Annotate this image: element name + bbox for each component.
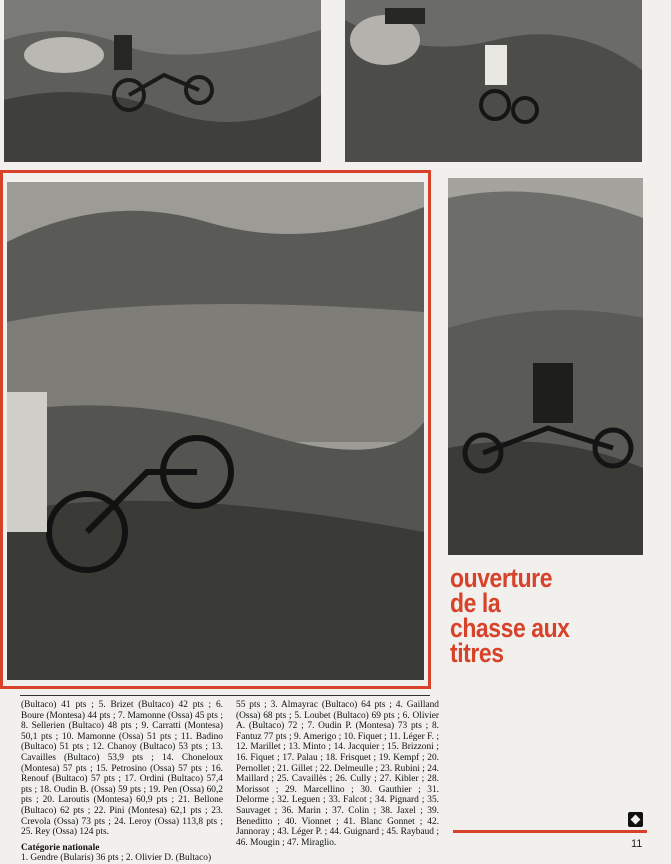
results-column-left [21, 700, 223, 864]
headline-line-3: chasse aux [450, 613, 570, 643]
photo-rider-hillside-right [345, 0, 642, 162]
results-divider [20, 695, 430, 696]
headline-line-4: titres [450, 638, 504, 668]
page-number: 11 [631, 838, 643, 850]
main-photo-frame [0, 170, 431, 689]
results-subheading: Catégorie nationale [21, 842, 100, 853]
results-text-right: 55 pts ; 3. Almayrac (Bultaco) 64 pts ; 4. Gailland (Ossa) 68 pts ; 5. Loubet (Bultaco) 69 pts ; 6. Olivier A. (Bultaco) 72 ; 7. Oudin P. (Montesa) 73 pts ; 8. Fantuz 77 pts ; 9. Amerigo ; 10. Fiquet ; 11. Léger F. ; 12. Marillet ; 13. Minto ; 14. Jacquier ; 15. Brizzoni ; 16. Fiquet ; 17. Palau ; 18. Frisquet ; 19. Kempf ; 20. Pernollet ; 21. Gillet ; 22. Delmeulle ; 23. Rubini ; 24. Maillard ; 25. Cavaillès ; 26. Cully ; 27. Kibler ; 28. Morissot ; 29. Marcellino ; 30. Gauthier ; 31. Delorme ; 32. Leguen ; 33. Falcot ; 34. Pignard ; 35. Sauvaget ; 36. Marin ; 37. Colin ; 38. Jaxel ; 39. Beneditto ; 40. Vionnet ; 41. Blanc Gonnet ; 42. Jannoray ; 43. Léger P. ; 44. Guignard ; 45. Raybaud ; 46. Mougin ; 47. Miraglio. [236, 700, 439, 848]
headline-line-2: de la [450, 588, 501, 618]
photo-rider-mountain-view [448, 178, 643, 555]
results-text-left-tail: 1. Gendre (Bularis) 36 pts ; 2. Olivier D. (Bultaco) [21, 853, 212, 864]
footer-accent-bar [453, 830, 647, 833]
magazine-logo-icon [628, 812, 643, 827]
headline-line-1: ouverture [450, 563, 553, 593]
photo-rider-hillside-left [4, 0, 321, 162]
results-text-left: (Bultaco) 41 pts ; 5. Brizet (Bultaco) 42 pts ; 6. Boure (Montesa) 44 pts ; 7. Mamonne (Ossa) 45 pts ; 8. Sellerien (Bultaco) 48 pts ; 9. Carratti (Montesa) 50,1 pts ; 10. Mamonne (Ossa) 51 pts ; 11. Badino (Bultaco) 51 pts ; 12. Chanoy (Bultaco) 53 pts ; 13. Cavailles (Bultaco) 53,9 pts ; 14. Choneloux (Montesa) 57 pts ; 15. Petrosino (Ossa) 57 pts ; 16. Renouf (Bultaco) 57 pts ; 17. Ordini (Bultaco) 57,4 pts ; 18. Oudin B. (Ossa) 59 pts ; 19. Pen (Ossa) 60,2 pts ; 20. Laroutis (Montesa) 60,9 pts ; 21. Bellone (Bultaco) 62 pts ; 22. Pini (Montesa) 62,1 pts ; 23. Crevola (Ossa) 73 pts ; 24. Leroy (Ossa) 113,8 pts ; 25. Rey (Ossa) 124 pts. [21, 700, 223, 838]
results-column-right [236, 700, 439, 848]
photo-valley-panorama-rider [7, 182, 424, 680]
article-headline [450, 563, 620, 668]
